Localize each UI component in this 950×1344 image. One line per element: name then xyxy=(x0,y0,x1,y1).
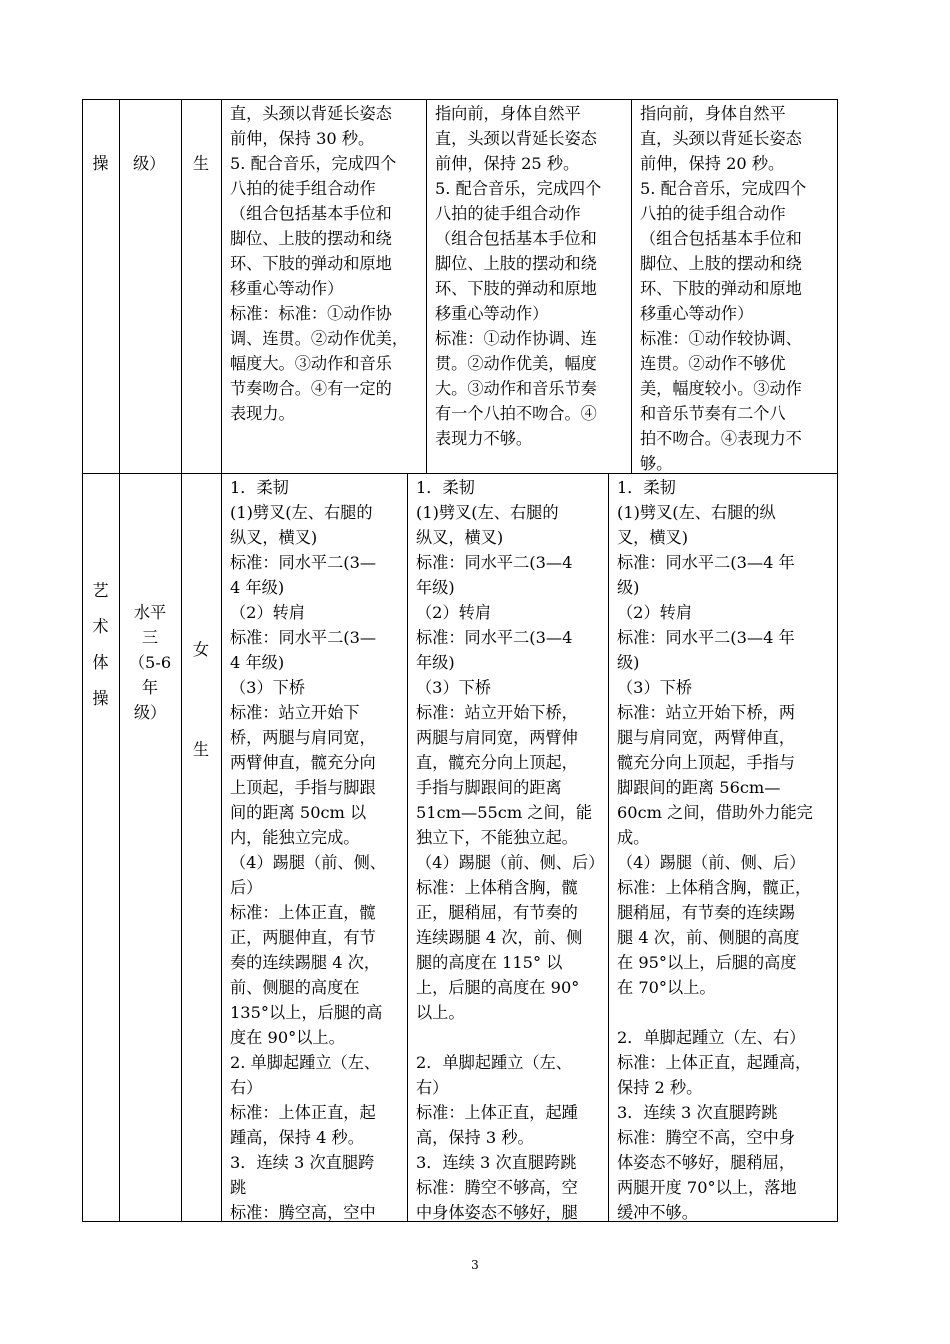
cell-line: 腿稍屈，有节奏的连续踢 xyxy=(617,903,796,922)
cell-line: 标准：站立开始下桥，两 xyxy=(617,703,796,722)
cell-line: 标准：上体稍含胸，髋正， xyxy=(617,878,812,897)
cell-line: 右） xyxy=(230,1078,263,1097)
row1-gender: 生 xyxy=(192,154,210,173)
cell-line: 1．柔韧 xyxy=(230,478,289,497)
cell-line: 标准：腾空不高，空中身 xyxy=(617,1128,796,1147)
cell-line: 60cm 之间，借助外力能完 xyxy=(617,803,813,822)
cell-line: 后） xyxy=(230,878,263,897)
cell-line: 髋充分向上顶起，手指与 xyxy=(617,753,796,772)
cell-line: 2．单脚起踵立（左、 xyxy=(416,1053,572,1072)
cell-line: 腿的高度在 115° 以 xyxy=(416,953,563,972)
cell-line: 高，保持 3 秒。 xyxy=(416,1128,534,1147)
cell-line: 直，头颈以背延长姿态 xyxy=(640,129,802,148)
cell-line: 级) xyxy=(617,653,640,672)
cell-line: 两腿与肩同宽，两臂伸 xyxy=(416,728,578,747)
row2-category xyxy=(82,573,119,717)
cell-line: 移重心等动作） xyxy=(640,304,754,323)
cell-line: 缓冲不够。 xyxy=(617,1203,698,1222)
cell-line: 贯。②动作优美，幅度 xyxy=(435,354,597,373)
cell-line: 1．柔韧 xyxy=(617,478,676,497)
cell-line: 八拍的徒手组合动作 xyxy=(640,204,786,223)
cell-line: 艺 xyxy=(92,581,109,600)
cell-line: 术 xyxy=(92,617,109,636)
cell-line: 调、连贯。②动作优美， xyxy=(230,329,409,348)
cell-line: 前、侧腿的高度在 xyxy=(230,978,360,997)
cell-line: 生 xyxy=(192,740,210,759)
cell-line: 环、下肢的弹动和原地 xyxy=(640,279,802,298)
cell-line: 美，幅度较小。③动作 xyxy=(640,379,802,398)
cell-line: （4）踢腿（前、侧、后） xyxy=(617,853,806,872)
cell-line: 连贯。②动作不够优 xyxy=(640,354,786,373)
cell-line: 标准：同水平二(3—4 年 xyxy=(617,553,795,572)
cell-line: 正，两腿伸直，有节 xyxy=(230,928,376,947)
cell-line: 大。③动作和音乐节奏 xyxy=(435,379,597,398)
cell-line: 标准：同水平二(3—4 xyxy=(416,553,573,572)
cell-line: 直，头颈以背延长姿态 xyxy=(230,104,392,123)
cell-line: 中身体姿态不够好，腿 xyxy=(416,1203,578,1222)
cell-line: 标准：①动作较协调、 xyxy=(640,329,802,348)
cell-line: 女 xyxy=(192,640,210,659)
cell-line: 标准：上体正直，起 xyxy=(230,1103,376,1122)
cell-line: 独立下，不能独立起。 xyxy=(416,828,578,847)
cell-line: 5. 配合音乐，完成四个 xyxy=(640,179,807,198)
cell-line: 踵高，保持 4 秒。 xyxy=(230,1128,364,1147)
cell-line: 直，髋充分向上顶起， xyxy=(416,753,578,772)
row1-pass-cell xyxy=(640,101,835,476)
row2-excellent-cell xyxy=(230,475,406,1225)
cell-line: 手指与脚跟间的距离 xyxy=(416,778,562,797)
cell-line: 移重心等动作） xyxy=(435,304,549,323)
cell-line: 脚跟间的距离 56cm— xyxy=(617,778,781,797)
cell-line: （3）下桥 xyxy=(617,678,693,697)
cell-line: 标准：腾空高，空中 xyxy=(230,1203,376,1222)
cell-line: 跳 xyxy=(230,1178,247,1197)
cell-line: 脚位、上肢的摆动和绕 xyxy=(640,254,802,273)
col-divider xyxy=(608,473,609,1222)
cell-line xyxy=(416,1025,607,1050)
cell-line: 标准：站立开始下桥， xyxy=(416,703,578,722)
cell-line: 标准：上体正直，起踵高， xyxy=(617,1053,812,1072)
cell-line: 年级) xyxy=(416,578,455,597)
row1-category: 操 xyxy=(92,154,109,173)
cell-line: 腿 4 次，前、侧腿的高度 xyxy=(617,928,800,947)
cell-line: 正，腿稍屈，有节奏的 xyxy=(416,903,578,922)
cell-line: 叉，横叉) xyxy=(617,528,689,547)
col-divider xyxy=(221,99,222,1222)
cell-line: 级） xyxy=(133,703,167,722)
cell-line: 右） xyxy=(416,1078,449,1097)
row2-good-cell xyxy=(416,475,607,1225)
row1-good-cell xyxy=(435,101,630,451)
cell-line: 八拍的徒手组合动作 xyxy=(435,204,581,223)
cell-line: 脚位、上肢的摆动和绕 xyxy=(435,254,597,273)
cell-line: 51cm—55cm 之间，能 xyxy=(416,803,593,822)
cell-line: 标准：①动作协调、连 xyxy=(435,329,597,348)
cell-line: 级) xyxy=(617,578,640,597)
table-top-border xyxy=(82,99,838,100)
cell-line: 年 xyxy=(141,678,159,697)
cell-line: 节奏吻合。④有一定的 xyxy=(230,379,392,398)
cell-line: 有一个八拍不吻合。④ xyxy=(435,404,597,423)
cell-line: （组合包括基本手位和 xyxy=(230,204,392,223)
cell-line: （4）踢腿（前、侧、 xyxy=(230,853,386,872)
cell-line: 拍不吻合。④表现力不 xyxy=(640,429,802,448)
cell-line: 桥，两腿与肩同宽， xyxy=(230,728,376,747)
col-divider xyxy=(631,99,632,474)
cell-line: 连续踢腿 4 次，前、侧 xyxy=(416,928,583,947)
cell-line: 指向前，身体自然平 xyxy=(435,104,581,123)
cell-line: 标准：同水平二(3—4 年 xyxy=(617,628,795,647)
cell-line: (1)劈叉(左、右腿的 xyxy=(230,503,373,522)
cell-line: 两臂伸直，髋充分向 xyxy=(230,753,376,772)
row2-gender xyxy=(181,600,221,800)
cell-line: 标准：上体正直，髋 xyxy=(230,903,376,922)
cell-line: 够。 xyxy=(640,454,673,473)
row2-pass-cell xyxy=(617,475,836,1225)
cell-line: 体姿态不够好，腿稍屈， xyxy=(617,1153,796,1172)
cell-line: （3）下桥 xyxy=(230,678,306,697)
cell-line: 内，能独立完成。 xyxy=(230,828,360,847)
cell-line: 上顶起，手指与脚跟 xyxy=(230,778,376,797)
cell-line: 以上。 xyxy=(416,1003,465,1022)
cell-line: 标准：同水平二(3—4 xyxy=(416,628,573,647)
cell-line: （4）踢腿（前、侧、后） xyxy=(416,853,605,872)
cell-line: 度在 90°以上。 xyxy=(230,1028,345,1047)
cell-line: 标准：标准：①动作协 xyxy=(230,304,392,323)
cell-line: 标准：同水平二(3— xyxy=(230,553,377,572)
cell-line: 135°以上，后腿的高 xyxy=(230,1003,383,1022)
cell-line: 直，头颈以背延长姿态 xyxy=(435,129,597,148)
cell-line: 移重心等动作） xyxy=(230,279,344,298)
cell-line: 和音乐节奏有二个八 xyxy=(640,404,786,423)
cell-line: 八拍的徒手组合动作 xyxy=(230,179,376,198)
cell-line: 幅度大。③动作和音乐 xyxy=(230,354,392,373)
cell-line: 表现力不够。 xyxy=(435,429,533,448)
cell-line: 3．连续 3 次直腿跨跳 xyxy=(617,1103,778,1122)
row1-level: 级） xyxy=(133,154,166,173)
cell-line: 3．连续 3 次直腿跨 xyxy=(230,1153,375,1172)
cell-line: 前伸，保持 25 秒。 xyxy=(435,154,580,173)
cell-line: 纵叉，横叉) xyxy=(416,528,504,547)
cell-line: 年级) xyxy=(416,653,455,672)
cell-line xyxy=(617,1000,836,1025)
cell-line: 腿与肩同宽，两臂伸直， xyxy=(617,728,796,747)
row1-excellent-cell xyxy=(230,101,425,426)
cell-line: 上，后腿的高度在 90° xyxy=(416,978,580,997)
cell-line: 纵叉，横叉) xyxy=(230,528,318,547)
table-right-border xyxy=(837,99,838,1222)
cell-line: 水平 xyxy=(133,603,167,622)
cell-line: （2）转肩 xyxy=(230,603,306,622)
cell-line: 表现力。 xyxy=(230,404,295,423)
cell-line: 环、下肢的弹动和原地 xyxy=(230,254,392,273)
cell-line: 两腿开度 70°以上，落地 xyxy=(617,1178,797,1197)
cell-line: (1)劈叉(左、右腿的 xyxy=(416,503,559,522)
cell-line: 指向前，身体自然平 xyxy=(640,104,786,123)
cell-line: 三 xyxy=(141,628,159,647)
cell-line: 4 年级) xyxy=(230,578,285,597)
cell-line: 4 年级) xyxy=(230,653,285,672)
cell-line: 体 xyxy=(92,653,109,672)
cell-line: （组合包括基本手位和 xyxy=(435,229,597,248)
cell-line: 5. 配合音乐，完成四个 xyxy=(435,179,602,198)
cell-line: 标准：上体正直，起踵 xyxy=(416,1103,578,1122)
cell-line: （2）转肩 xyxy=(416,603,492,622)
cell-line: (1)劈叉(左、右腿的纵 xyxy=(617,503,776,522)
page-number: 3 xyxy=(471,1258,479,1272)
cell-line: 5. 配合音乐，完成四个 xyxy=(230,154,397,173)
cell-line: （3）下桥 xyxy=(416,678,492,697)
row2-level xyxy=(119,600,181,725)
cell-line: 标准：腾空不够高，空 xyxy=(416,1178,578,1197)
cell-line: 脚位、上肢的摆动和绕 xyxy=(230,229,392,248)
col-divider xyxy=(407,473,408,1222)
cell-line: 2. 单脚起踵立（左、 xyxy=(230,1053,381,1072)
cell-line: 环、下肢的弹动和原地 xyxy=(435,279,597,298)
cell-line: 1．柔韧 xyxy=(416,478,475,497)
cell-line: 2．单脚起踵立（左、右） xyxy=(617,1028,806,1047)
cell-line: 前伸，保持 20 秒。 xyxy=(640,154,785,173)
cell-line: 3．连续 3 次直腿跨跳 xyxy=(416,1153,577,1172)
cell-line: 奏的连续踢腿 4 次， xyxy=(230,953,381,972)
cell-line: 标准：站立开始下 xyxy=(230,703,360,722)
cell-line: 标准：上体稍含胸，髋 xyxy=(416,878,578,897)
cell-line: 在 70°以上。 xyxy=(617,978,716,997)
cell-line: （5-6 xyxy=(128,653,172,672)
col-divider xyxy=(426,99,427,474)
cell-line: 在 95°以上，后腿的高度 xyxy=(617,953,797,972)
cell-line: 成。 xyxy=(617,828,650,847)
cell-line: 间的距离 50cm 以 xyxy=(230,803,367,822)
cell-line: 标准：同水平二(3— xyxy=(230,628,377,647)
cell-line: （组合包括基本手位和 xyxy=(640,229,802,248)
cell-line: 前伸，保持 30 秒。 xyxy=(230,129,375,148)
cell-line: 保持 2 秒。 xyxy=(617,1078,703,1097)
cell-line: 操 xyxy=(92,689,109,708)
cell-line: （2）转肩 xyxy=(617,603,693,622)
